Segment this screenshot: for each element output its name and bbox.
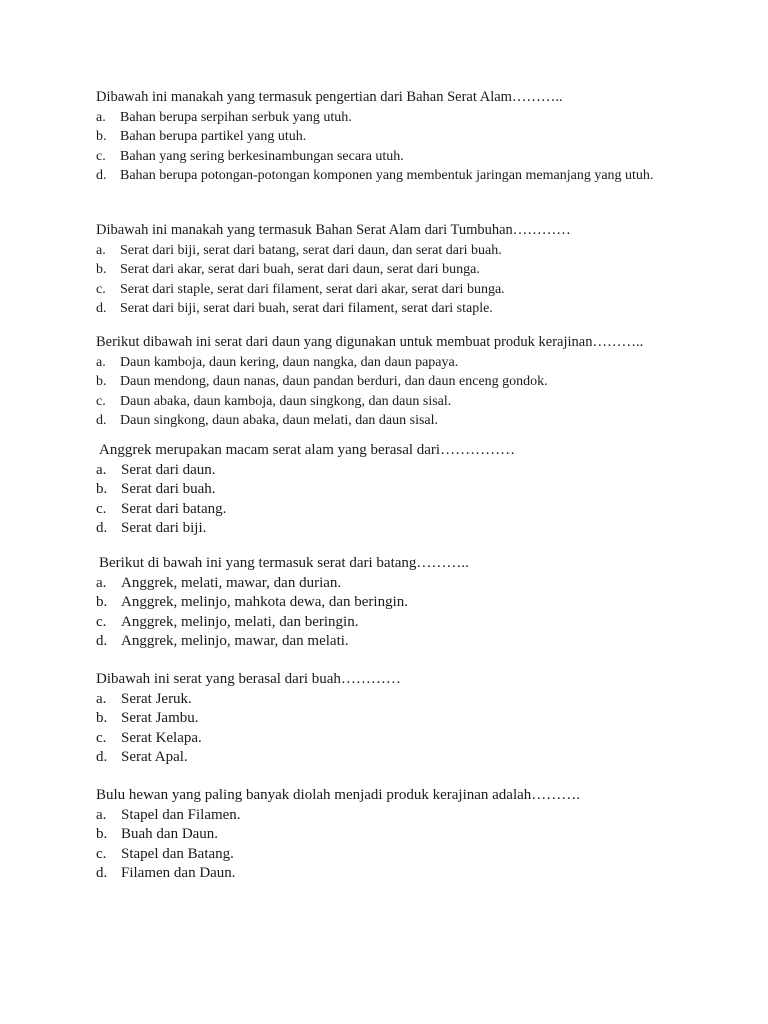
option-letter: b.: [96, 481, 108, 497]
option-d: [96, 864, 676, 884]
option-c: [96, 729, 676, 749]
option-d: [96, 632, 676, 652]
question-text: Berikut dibawah ini serat dari daun yang digunakan untuk membuat produk kerajinan………..: [96, 334, 644, 350]
option-letter: a.: [96, 574, 107, 591]
option-letter: d.: [96, 865, 108, 881]
option-c: [96, 500, 676, 520]
option-letter: d.: [96, 520, 108, 536]
option-text: Anggrek, melinjo, melati, dan beringin.: [121, 613, 359, 630]
option-text: Filamen dan Daun.: [121, 865, 236, 881]
option-b: [96, 480, 676, 500]
option-text: Serat dari biji, serat dari batang, serat dari daun, dan serat dari buah.: [120, 242, 502, 258]
option-letter: a.: [96, 242, 106, 258]
question-text: Berikut di bawah ini yang termasuk serat dari batang………..: [99, 555, 469, 571]
option-b: [96, 127, 676, 147]
question-text: Dibawah ini serat yang berasal dari buah…………: [96, 671, 401, 687]
question-3: [96, 333, 676, 431]
option-letter: b.: [96, 710, 108, 726]
option-letter: d.: [96, 413, 107, 428]
option-b: [96, 260, 676, 280]
option-letter: c.: [96, 393, 106, 409]
option-letter: c.: [96, 500, 107, 517]
option-letter: a.: [96, 354, 106, 370]
option-text: Stapel dan Filamen.: [121, 806, 241, 823]
option-a: [96, 461, 676, 481]
option-text: Serat dari staple, serat dari filament, serat dari akar, serat dari bunga.: [120, 281, 505, 297]
option-text: Stapel dan Batang.: [121, 845, 234, 862]
option-a: [96, 806, 676, 826]
option-a: [96, 353, 676, 373]
option-a: [96, 108, 676, 128]
option-text: Serat dari batang.: [121, 500, 227, 517]
option-text: Serat Apal.: [121, 749, 188, 765]
option-text: Serat dari daun.: [121, 461, 216, 478]
option-d: [96, 748, 676, 768]
question-text: Anggrek merupakan macam serat alam yang berasal dari……………: [99, 442, 516, 458]
option-letter: c.: [96, 281, 106, 297]
option-letter: c.: [96, 845, 107, 862]
option-letter: b.: [96, 129, 107, 144]
question-6: [96, 670, 676, 768]
question-text: Bulu hewan yang paling banyak diolah menjadi produk kerajinan adalah……….: [96, 787, 581, 803]
option-letter: d.: [96, 168, 107, 183]
option-letter: b.: [96, 826, 108, 842]
option-d: [96, 411, 676, 431]
option-c: [96, 147, 676, 167]
option-text: Buah dan Daun.: [121, 826, 219, 842]
option-text: Daun kamboja, daun kering, daun nangka, dan daun papaya.: [120, 354, 459, 370]
option-letter: a.: [96, 109, 106, 125]
option-a: [96, 241, 676, 261]
option-text: Bahan yang sering berkesinambungan secara utuh.: [120, 148, 404, 164]
option-a: [96, 690, 676, 710]
question-4: [96, 441, 676, 539]
question-1: [96, 88, 676, 186]
option-text: Serat Jambu.: [121, 710, 199, 726]
question-text: Dibawah ini manakah yang termasuk Bahan Serat Alam dari Tumbuhan…………: [96, 222, 571, 238]
option-letter: b.: [96, 262, 107, 277]
option-d: [96, 299, 676, 319]
option-letter: a.: [96, 806, 107, 823]
option-letter: a.: [96, 461, 107, 478]
option-c: [96, 280, 676, 300]
option-b: [96, 593, 676, 613]
option-text: Daun mendong, daun nanas, daun pandan berduri, dan daun enceng gondok.: [120, 374, 548, 389]
option-c: [96, 845, 676, 865]
option-a: [96, 574, 676, 594]
option-text: Bahan berupa potongan-potongan komponen yang membentuk jaringan memanjang yang utuh.: [120, 168, 654, 183]
option-b: [96, 709, 676, 729]
option-letter: d.: [96, 749, 108, 765]
option-text: Serat dari biji.: [121, 520, 207, 536]
option-text: Serat Kelapa.: [121, 729, 202, 746]
option-letter: a.: [96, 690, 107, 707]
option-letter: c.: [96, 729, 107, 746]
option-letter: c.: [96, 613, 107, 630]
option-letter: d.: [96, 301, 107, 316]
option-d: [96, 166, 676, 186]
option-letter: c.: [96, 148, 106, 164]
question-2: [96, 221, 676, 319]
option-d: [96, 519, 676, 539]
option-text: Daun singkong, daun abaka, daun melati, dan daun sisal.: [120, 413, 439, 428]
option-letter: d.: [96, 633, 108, 649]
option-letter: b.: [96, 594, 108, 610]
option-text: Anggrek, melati, mawar, dan durian.: [121, 574, 342, 591]
option-text: Serat Jeruk.: [121, 690, 192, 707]
option-text: Serat dari akar, serat dari buah, serat dari daun, serat dari bunga.: [120, 262, 480, 277]
option-c: [96, 392, 676, 412]
option-text: Serat dari buah.: [121, 481, 216, 497]
option-text: Bahan berupa partikel yang utuh.: [120, 129, 307, 144]
question-text: Dibawah ini manakah yang termasuk pengertian dari Bahan Serat Alam………..: [96, 89, 563, 105]
option-text: Anggrek, melinjo, mahkota dewa, dan beringin.: [121, 594, 409, 610]
option-text: Anggrek, melinjo, mawar, dan melati.: [121, 633, 349, 649]
option-letter: b.: [96, 374, 107, 389]
option-text: Serat dari biji, serat dari buah, serat dari filament, serat dari staple.: [120, 301, 493, 316]
question-5: [96, 554, 676, 652]
option-b: [96, 372, 676, 392]
option-text: Daun abaka, daun kamboja, daun singkong, dan daun sisal.: [120, 393, 452, 409]
question-7: [96, 786, 676, 884]
option-b: [96, 825, 676, 845]
option-text: Bahan berupa serpihan serbuk yang utuh.: [120, 109, 352, 125]
option-c: [96, 613, 676, 633]
